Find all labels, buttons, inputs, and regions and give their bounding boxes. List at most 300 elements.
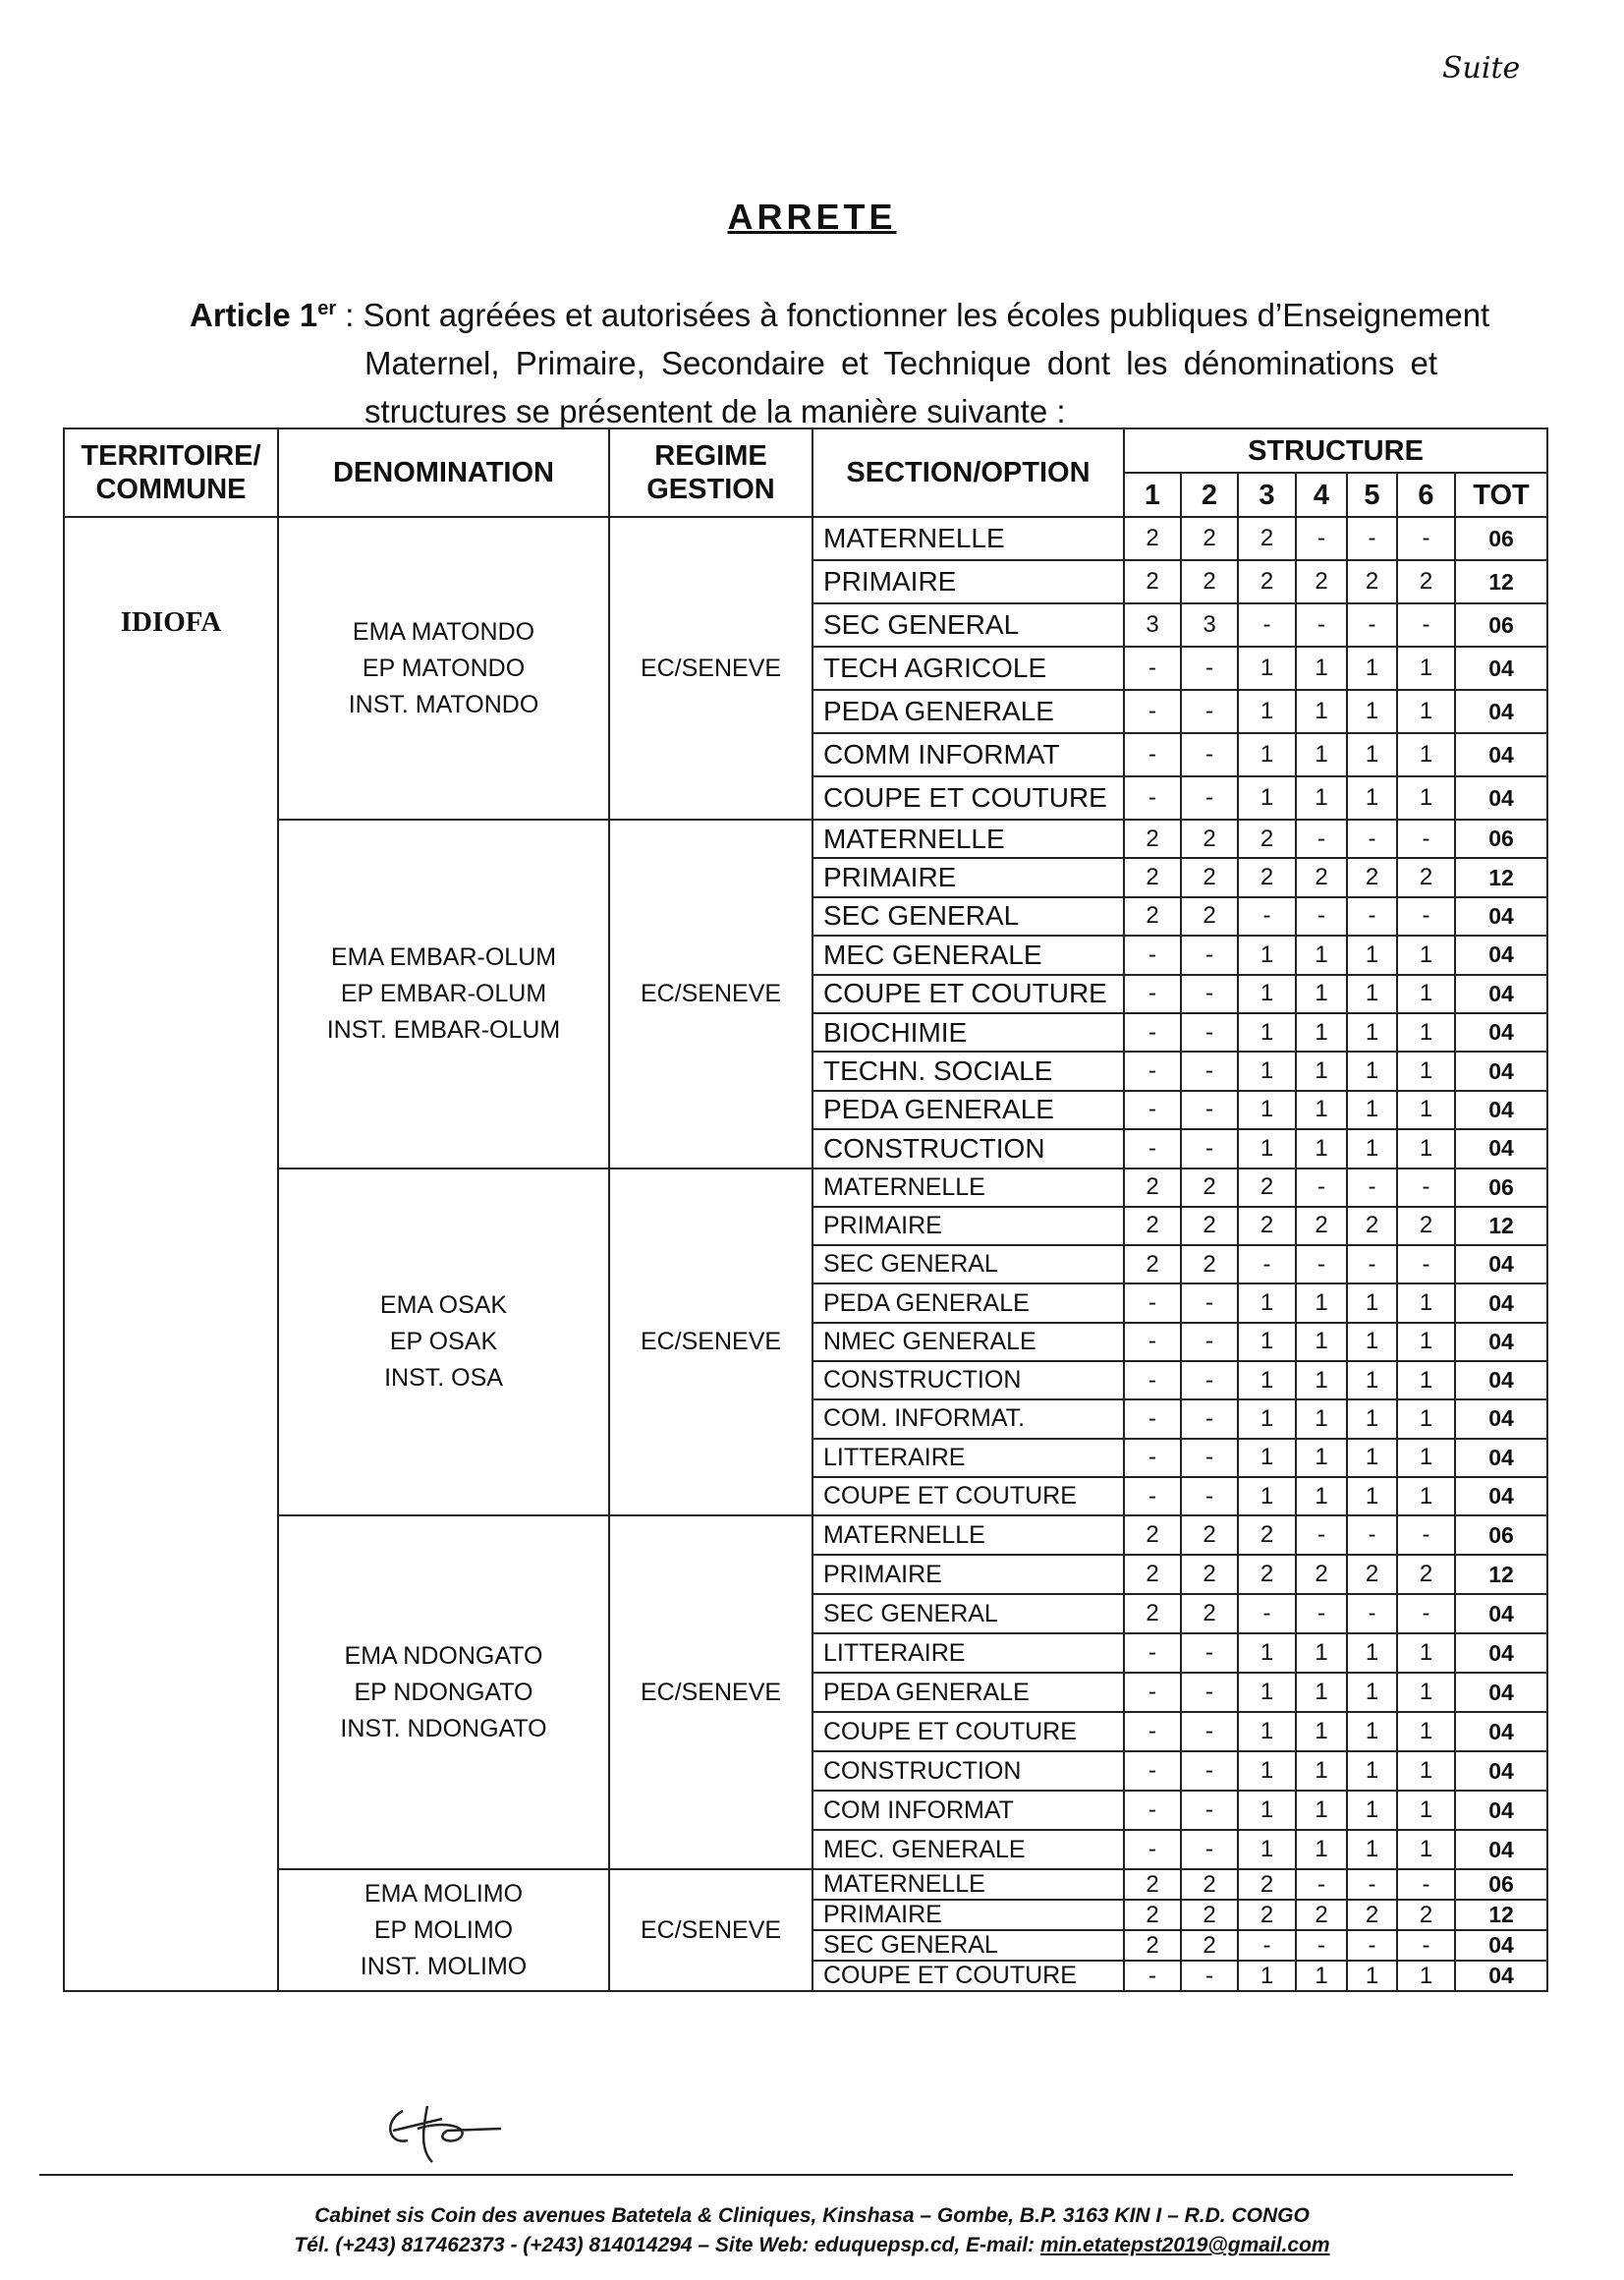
section-cell: SEC GENERAL [812,897,1124,936]
structure-cell-4: 1 [1296,647,1347,690]
structure-cell-4: 1 [1296,1323,1347,1361]
structure-cell-5: 1 [1347,1013,1397,1052]
structure-cell-1: - [1124,975,1181,1013]
structure-cell-2: - [1181,1791,1238,1830]
structure-cell-6: 1 [1397,975,1455,1013]
section-cell: TECH AGRICOLE [812,647,1124,690]
structure-cell-3: 1 [1238,1361,1296,1399]
total-cell: 04 [1455,1633,1547,1673]
structure-cell-6: 1 [1397,1633,1455,1673]
article-text-line1: : Sont agréées et autorisées à fonctionner les écoles publiques d’Enseignement [336,297,1490,333]
section-cell: PRIMAIRE [812,1207,1124,1245]
structure-cell-5: - [1347,1594,1397,1633]
structure-cell-4: 1 [1296,975,1347,1013]
structure-cell-6: 1 [1397,1673,1455,1712]
structure-cell-1: 2 [1124,1168,1181,1207]
section-cell: TECHN. SOCIALE [812,1052,1124,1090]
structure-cell-2: - [1181,1091,1238,1129]
structure-cell-6: 1 [1397,776,1455,820]
schools-table [63,428,1548,1992]
structure-cell-4: 1 [1296,776,1347,820]
school-name: INST. MOLIMO [360,1952,528,1980]
header-section: SECTION/OPTION [812,428,1124,517]
structure-cell-2: 3 [1181,603,1238,647]
structure-cell-2: - [1181,1633,1238,1673]
structure-cell-2: - [1181,1013,1238,1052]
structure-cell-4: 1 [1296,936,1347,974]
section-cell: MATERNELLE [812,1869,1124,1900]
article-text-rest: Maternel, Primaire, Secondaire et Technique dont les dénominations et structures se présentent de la manière suivante : [364,345,1437,429]
header-territoire: TERRITOIRE/ COMMUNE [64,428,278,517]
structure-cell-4: 2 [1296,858,1347,896]
structure-cell-2: 2 [1181,1168,1238,1207]
school-name: INST. EMBAR-OLUM [326,1015,561,1044]
school-name: EMA NDONGATO [344,1641,543,1670]
total-cell: 04 [1455,1594,1547,1633]
table-row [64,1515,1547,1555]
school-name: EP EMBAR-OLUM [340,979,547,1007]
total-cell: 04 [1455,1791,1547,1830]
total-cell: 06 [1455,1869,1547,1900]
structure-cell-2: 2 [1181,858,1238,896]
structure-cell-4: 1 [1296,1633,1347,1673]
total-cell: 04 [1455,1245,1547,1283]
structure-cell-3: 1 [1238,690,1296,733]
structure-cell-2: - [1181,1477,1238,1515]
structure-cell-2: - [1181,1361,1238,1399]
structure-cell-2: - [1181,647,1238,690]
section-cell: PRIMAIRE [812,858,1124,896]
structure-cell-4: 2 [1296,1555,1347,1594]
structure-cell-1: - [1124,1712,1181,1751]
structure-cell-4: 1 [1296,1830,1347,1869]
total-cell: 04 [1455,1361,1547,1399]
structure-cell-4: - [1296,1168,1347,1207]
structure-cell-5: - [1347,517,1397,560]
structure-cell-5: - [1347,897,1397,936]
structure-cell-4: - [1296,603,1347,647]
school-name: EP MOLIMO [373,1915,514,1944]
structure-cell-5: 1 [1347,1091,1397,1129]
structure-cell-4: 1 [1296,1283,1347,1322]
structure-cell-3: 1 [1238,1633,1296,1673]
total-cell: 04 [1455,1961,1547,1991]
structure-cell-1: - [1124,1477,1181,1515]
school-name: EMA MOLIMO [364,1879,524,1908]
structure-cell-5: 1 [1347,776,1397,820]
structure-cell-6: 1 [1397,1961,1455,1991]
article-first-line [190,285,1490,339]
structure-cell-4: - [1296,1869,1347,1900]
structure-cell-1: - [1124,1399,1181,1438]
total-cell: 04 [1455,647,1547,690]
structure-cell-5: 1 [1347,1712,1397,1751]
structure-cell-1: 2 [1124,1930,1181,1961]
total-cell: 04 [1455,776,1547,820]
structure-cell-3: 1 [1238,1091,1296,1129]
structure-cell-3: 2 [1238,1555,1296,1594]
structure-cell-1: 2 [1124,858,1181,896]
total-cell: 04 [1455,1323,1547,1361]
structure-cell-1: - [1124,1361,1181,1399]
section-cell: PEDA GENERALE [812,1283,1124,1322]
section-cell: PRIMAIRE [812,1900,1124,1930]
structure-cell-3: 1 [1238,1399,1296,1438]
section-cell: SEC GENERAL [812,603,1124,647]
section-cell: MATERNELLE [812,517,1124,560]
section-cell: LITTERAIRE [812,1633,1124,1673]
structure-cell-6: 1 [1397,1791,1455,1830]
structure-cell-3: 1 [1238,776,1296,820]
structure-cell-6: - [1397,1594,1455,1633]
structure-cell-3: 2 [1238,1515,1296,1555]
total-cell: 06 [1455,1168,1547,1207]
structure-cell-5: 2 [1347,1555,1397,1594]
structure-cell-4: 1 [1296,690,1347,733]
structure-cell-5: - [1347,1245,1397,1283]
structure-cell-2: - [1181,1439,1238,1477]
structure-cell-3: 1 [1238,1283,1296,1322]
structure-cell-4: - [1296,1594,1347,1633]
regime-cell: EC/SENEVE [609,1168,812,1516]
total-cell: 04 [1455,1673,1547,1712]
structure-cell-6: - [1397,1515,1455,1555]
structure-cell-1: 2 [1124,1900,1181,1930]
structure-cell-6: - [1397,1930,1455,1961]
denomination-cell [278,1869,609,1991]
structure-cell-1: 3 [1124,603,1181,647]
section-cell: PRIMAIRE [812,560,1124,603]
total-cell: 06 [1455,1515,1547,1555]
structure-cell-1: - [1124,1129,1181,1168]
table-row [64,820,1547,858]
section-cell: MATERNELLE [812,820,1124,858]
structure-cell-1: - [1124,776,1181,820]
structure-cell-3: 1 [1238,1830,1296,1869]
structure-cell-4: 1 [1296,1361,1347,1399]
article-label-sup: er [317,298,337,319]
structure-cell-6: 1 [1397,1830,1455,1869]
structure-cell-5: - [1347,820,1397,858]
footer-rule [39,2174,1513,2176]
header-structure: STRUCTURE [1124,428,1547,473]
structure-cell-5: 1 [1347,1323,1397,1361]
structure-cell-3: 2 [1238,517,1296,560]
structure-cell-1: - [1124,1751,1181,1791]
structure-cell-1: - [1124,1633,1181,1673]
structure-cell-1: - [1124,1830,1181,1869]
signature [373,2101,521,2170]
structure-cell-2: 2 [1181,1245,1238,1283]
structure-cell-3: 2 [1238,858,1296,896]
structure-cell-4: - [1296,1245,1347,1283]
school-name: EMA OSAK [379,1290,508,1319]
structure-cell-1: 2 [1124,1245,1181,1283]
section-cell: COUPE ET COUTURE [812,1477,1124,1515]
structure-cell-1: 2 [1124,1207,1181,1245]
total-cell: 04 [1455,1930,1547,1961]
structure-cell-5: 1 [1347,1439,1397,1477]
structure-cell-3: 1 [1238,1961,1296,1991]
structure-cell-6: 2 [1397,560,1455,603]
section-cell: CONSTRUCTION [812,1361,1124,1399]
territory-cell: IDIOFA [64,517,278,1991]
structure-cell-3: 1 [1238,647,1296,690]
structure-cell-6: 1 [1397,1129,1455,1168]
school-name: EMA EMBAR-OLUM [330,942,557,971]
structure-cell-3: 1 [1238,1751,1296,1791]
structure-cell-2: 2 [1181,560,1238,603]
section-cell: MEC GENERALE [812,936,1124,974]
structure-cell-2: 2 [1181,1594,1238,1633]
section-cell: COUPE ET COUTURE [812,1961,1124,1991]
total-cell: 04 [1455,1477,1547,1515]
structure-cell-2: - [1181,690,1238,733]
structure-cell-6: 1 [1397,1283,1455,1322]
structure-cell-4: 2 [1296,1900,1347,1930]
footer-phone: Tél. (+243) 817462373 - (+243) 814014294 – Site Web: eduquepsp.cd, E-mail: [294,2234,1040,2256]
structure-cell-6: 1 [1397,733,1455,776]
structure-cell-3: - [1238,1245,1296,1283]
structure-cell-2: - [1181,1283,1238,1322]
structure-cell-3: 1 [1238,1477,1296,1515]
structure-cell-6: - [1397,1245,1455,1283]
school-name: EMA MATONDO [352,617,535,646]
structure-cell-2: - [1181,776,1238,820]
structure-cell-3: 1 [1238,1052,1296,1090]
structure-cell-5: 1 [1347,733,1397,776]
structure-cell-3: 2 [1238,560,1296,603]
header-col-1: 1 [1124,473,1181,517]
structure-cell-3: - [1238,897,1296,936]
header-col-3: 3 [1238,473,1296,517]
structure-cell-4: 1 [1296,1751,1347,1791]
structure-cell-5: 1 [1347,1961,1397,1991]
total-cell: 04 [1455,1830,1547,1869]
header-col-6: 6 [1397,473,1455,517]
section-cell: COM INFORMAT [812,1791,1124,1830]
header-denomination: DENOMINATION [278,428,609,517]
structure-cell-4: 1 [1296,1129,1347,1168]
total-cell: 04 [1455,690,1547,733]
structure-cell-6: 1 [1397,1091,1455,1129]
structure-cell-5: 2 [1347,858,1397,896]
total-cell: 04 [1455,1013,1547,1052]
structure-cell-5: 1 [1347,1751,1397,1791]
school-name: EP MATONDO [362,654,526,682]
structure-cell-6: 2 [1397,858,1455,896]
structure-cell-3: 2 [1238,1869,1296,1900]
section-cell: BIOCHIMIE [812,1013,1124,1052]
section-cell: SEC GENERAL [812,1930,1124,1961]
structure-cell-3: - [1238,1930,1296,1961]
structure-cell-2: - [1181,1830,1238,1869]
structure-cell-3: 1 [1238,1129,1296,1168]
structure-cell-3: - [1238,1594,1296,1633]
structure-cell-6: - [1397,1168,1455,1207]
denomination-cell [278,1515,609,1869]
structure-cell-6: - [1397,517,1455,560]
structure-cell-1: - [1124,1323,1181,1361]
structure-cell-5: 1 [1347,690,1397,733]
total-cell: 04 [1455,1439,1547,1477]
structure-cell-2: 2 [1181,1555,1238,1594]
structure-cell-5: 1 [1347,1633,1397,1673]
structure-cell-4: 1 [1296,1477,1347,1515]
section-cell: PEDA GENERALE [812,1673,1124,1712]
footer-email-link[interactable]: min.etatepst2019@gmail.com [1039,2234,1330,2256]
total-cell: 04 [1455,1091,1547,1129]
structure-cell-3: 2 [1238,1168,1296,1207]
structure-cell-2: - [1181,936,1238,974]
document-title: ARRETE [727,197,897,237]
header-regime: REGIME GESTION [609,428,812,517]
section-cell: PEDA GENERALE [812,690,1124,733]
structure-cell-3: 1 [1238,1791,1296,1830]
structure-cell-5: 1 [1347,647,1397,690]
suite-label: Suite [1442,51,1521,86]
denomination-cell [278,1168,609,1516]
structure-cell-1: 2 [1124,1869,1181,1900]
structure-cell-6: 2 [1397,1555,1455,1594]
structure-cell-2: 2 [1181,820,1238,858]
structure-cell-1: - [1124,1791,1181,1830]
school-name: INST. OSA [384,1363,503,1392]
footer [0,2201,1624,2260]
structure-cell-6: 1 [1397,1013,1455,1052]
denomination-cell [278,517,609,820]
school-name: EP OSAK [389,1327,498,1355]
structure-cell-2: - [1181,1961,1238,1991]
structure-cell-1: - [1124,1283,1181,1322]
section-cell: COM. INFORMAT. [812,1399,1124,1438]
structure-cell-3: 1 [1238,1323,1296,1361]
total-cell: 04 [1455,733,1547,776]
structure-cell-3: 1 [1238,733,1296,776]
structure-cell-4: 2 [1296,560,1347,603]
structure-cell-4: 1 [1296,1013,1347,1052]
structure-cell-3: 1 [1238,1712,1296,1751]
structure-cell-4: 1 [1296,1791,1347,1830]
structure-cell-1: - [1124,1052,1181,1090]
total-cell: 04 [1455,1052,1547,1090]
structure-cell-6: 1 [1397,1751,1455,1791]
structure-cell-2: - [1181,1673,1238,1712]
structure-cell-5: - [1347,1930,1397,1961]
structure-cell-2: - [1181,1712,1238,1751]
total-cell: 12 [1455,1900,1547,1930]
structure-cell-5: 1 [1347,1791,1397,1830]
structure-cell-4: 2 [1296,1207,1347,1245]
structure-cell-6: - [1397,820,1455,858]
section-cell: MATERNELLE [812,1515,1124,1555]
total-cell: 04 [1455,975,1547,1013]
section-cell: COUPE ET COUTURE [812,776,1124,820]
total-cell: 12 [1455,858,1547,896]
total-cell: 04 [1455,1129,1547,1168]
structure-cell-3: 1 [1238,1673,1296,1712]
structure-cell-3: 2 [1238,820,1296,858]
structure-cell-3: 2 [1238,1900,1296,1930]
structure-cell-5: 1 [1347,1477,1397,1515]
school-name: EP NDONGATO [354,1678,533,1706]
total-cell: 12 [1455,560,1547,603]
structure-cell-5: 2 [1347,1207,1397,1245]
structure-cell-1: 2 [1124,560,1181,603]
structure-cell-4: 1 [1296,1091,1347,1129]
structure-cell-2: - [1181,1399,1238,1438]
section-cell: MEC. GENERALE [812,1830,1124,1869]
total-cell: 12 [1455,1555,1547,1594]
structure-cell-3: 2 [1238,1207,1296,1245]
structure-cell-4: - [1296,820,1347,858]
structure-cell-2: - [1181,1052,1238,1090]
structure-cell-6: 1 [1397,690,1455,733]
section-cell: SEC GENERAL [812,1245,1124,1283]
structure-cell-1: - [1124,1673,1181,1712]
structure-cell-2: 2 [1181,1515,1238,1555]
section-cell: PRIMAIRE [812,1555,1124,1594]
total-cell: 04 [1455,897,1547,936]
table-row [64,1869,1547,1900]
structure-cell-6: 1 [1397,1361,1455,1399]
total-cell: 12 [1455,1207,1547,1245]
structure-cell-4: 1 [1296,733,1347,776]
structure-cell-1: - [1124,733,1181,776]
section-cell: MATERNELLE [812,1168,1124,1207]
structure-cell-5: 2 [1347,1900,1397,1930]
footer-address: Cabinet sis Coin des avenues Batetela & Cliniques, Kinshasa – Gombe, B.P. 3163 KIN I – R.D. CONGO [314,2204,1310,2227]
structure-cell-1: 2 [1124,1515,1181,1555]
total-cell: 04 [1455,1399,1547,1438]
structure-cell-1: - [1124,1091,1181,1129]
structure-cell-4: 1 [1296,1399,1347,1438]
regime-cell: EC/SENEVE [609,820,812,1168]
structure-cell-2: 2 [1181,1207,1238,1245]
structure-cell-2: 2 [1181,517,1238,560]
section-cell: SEC GENERAL [812,1594,1124,1633]
structure-cell-6: - [1397,1869,1455,1900]
total-cell: 04 [1455,1283,1547,1322]
structure-cell-1: - [1124,1961,1181,1991]
article-label-text: Article 1 [190,297,318,333]
structure-cell-2: 2 [1181,1869,1238,1900]
structure-cell-1: 2 [1124,1555,1181,1594]
structure-cell-1: - [1124,690,1181,733]
header-col-4: 4 [1296,473,1347,517]
header-col-5: 5 [1347,473,1397,517]
total-cell: 04 [1455,936,1547,974]
structure-cell-6: 1 [1397,1399,1455,1438]
section-cell: COUPE ET COUTURE [812,975,1124,1013]
structure-cell-1: 2 [1124,1594,1181,1633]
structure-cell-5: 2 [1347,560,1397,603]
section-cell: NMEC GENERALE [812,1323,1124,1361]
total-cell: 06 [1455,517,1547,560]
structure-cell-1: 2 [1124,517,1181,560]
structure-cell-3: 1 [1238,975,1296,1013]
structure-cell-6: 1 [1397,1439,1455,1477]
structure-cell-5: - [1347,1869,1397,1900]
structure-cell-6: 1 [1397,647,1455,690]
structure-cell-4: 1 [1296,1712,1347,1751]
section-cell: COUPE ET COUTURE [812,1712,1124,1751]
school-name: INST. MATONDO [348,690,539,718]
structure-cell-4: 1 [1296,1052,1347,1090]
structure-cell-4: 1 [1296,1961,1347,1991]
structure-cell-5: 1 [1347,1129,1397,1168]
structure-cell-1: - [1124,647,1181,690]
